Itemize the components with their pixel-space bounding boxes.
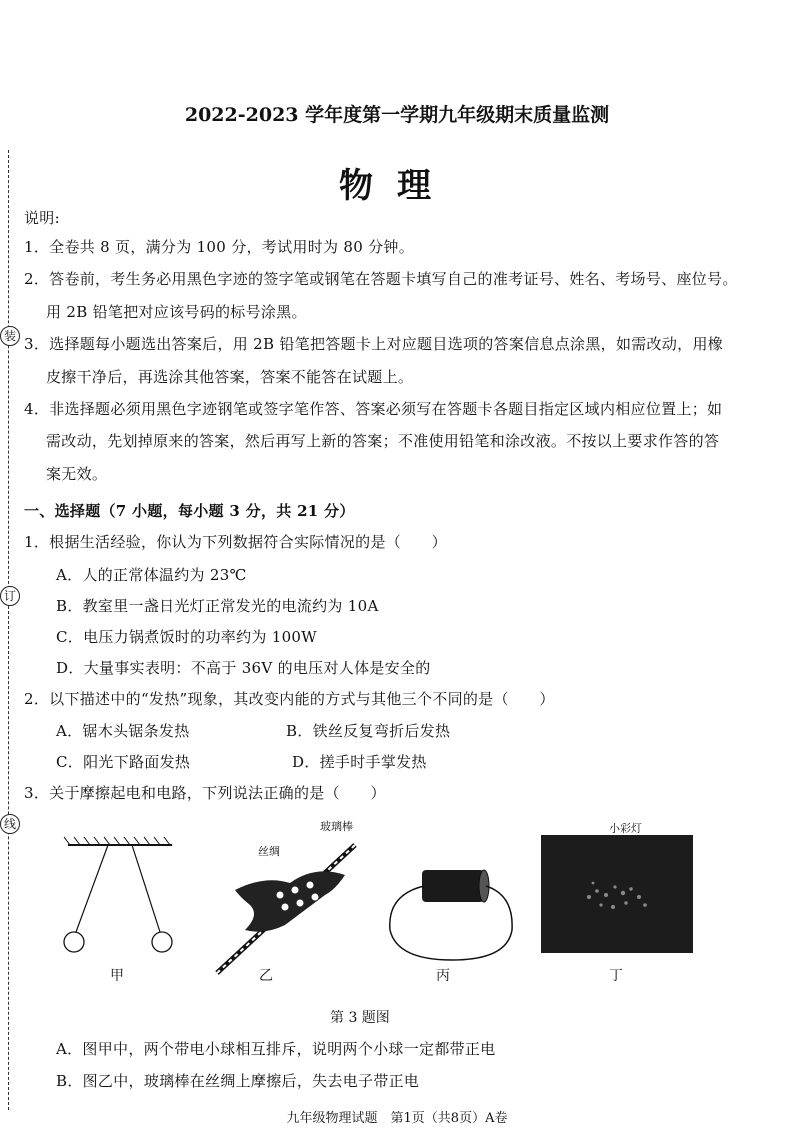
note-line-4-cont: 需改动，先划掉原来的答案，然后再写上新的答案；不准使用铅笔和涂改液。不按以上要求作答的答 bbox=[46, 432, 720, 450]
note-line-3: 3．选择题每小题选出答案后，用 2B 铅笔把答题卡上对应题目选项的答案信息点涂黑，如需改动，用橡 bbox=[24, 335, 724, 353]
page-footer: 九年级物理试题 第1页（共8页）A卷 bbox=[286, 1111, 508, 1126]
note-line-4: 4．非选择题必须用黑色字迹钢笔或签字笔作答、答案必须写在答题卡各题目指定区域内相应位置上；如 bbox=[24, 400, 723, 418]
binding-mark-zhuang: 装 bbox=[0, 326, 20, 346]
binding-dashed-line bbox=[8, 150, 9, 1110]
q3-stem: 3．关于摩擦起电和电路，下列说法正确的是（ ） bbox=[24, 784, 386, 802]
figure-label-bing: 丙 bbox=[436, 968, 450, 984]
q2-stem: 2．以下描述中的“发热”现象，其改变内能的方式与其他三个不同的是（ ） bbox=[24, 690, 555, 708]
exam-title: 2022-2023 学年度第一学期九年级期末质量监测 bbox=[184, 104, 610, 126]
binding-mark-ding: 订 bbox=[0, 586, 20, 606]
q2-option-a: A．锯木头锯条发热 bbox=[56, 722, 190, 740]
note-line-1: 1．全卷共 8 页，满分为 100 分，考试用时为 80 分钟。 bbox=[24, 238, 415, 256]
q1-stem: 1．根据生活经验，你认为下列数据符合实际情况的是（ ） bbox=[24, 533, 447, 551]
figure-annotation-glass-rod: 玻璃棒 bbox=[320, 820, 353, 833]
figure-annotation-silk: 丝绸 bbox=[258, 845, 280, 858]
figure-bing-battery-circuit bbox=[382, 855, 522, 965]
note-line-2-cont: 用 2B 铅笔把对应该号码的标号涂黑。 bbox=[46, 303, 307, 321]
binding-mark-xian: 线 bbox=[0, 814, 20, 834]
note-line-3-cont: 皮擦干净后，再选涂其他答案，答案不能答在试题上。 bbox=[46, 368, 414, 386]
figure-annotation-small-lamp: 小彩灯 bbox=[609, 822, 642, 835]
q2-option-d: D．搓手时手掌发热 bbox=[292, 753, 427, 771]
q1-option-b: B．教室里一盏日光灯正常发光的电流约为 10A bbox=[56, 597, 379, 615]
figure-label-jia: 甲 bbox=[110, 968, 124, 984]
figure-label-yi: 乙 bbox=[259, 968, 273, 984]
figure-jia-pendulums bbox=[60, 835, 180, 960]
q3-option-b: B．图乙中，玻璃棒在丝绸上摩擦后，失去电子带正电 bbox=[56, 1072, 420, 1090]
subject-title: 物理 bbox=[339, 166, 455, 206]
note-line-4-cont2: 案无效。 bbox=[46, 465, 108, 483]
figure-caption: 第 3 题图 bbox=[330, 1010, 390, 1026]
q1-option-a: A．人的正常体温约为 23℃ bbox=[56, 566, 247, 584]
notes-heading: 说明: bbox=[24, 209, 60, 227]
q3-option-a: A．图甲中，两个带电小球相互排斥，说明两个小球一定都带正电 bbox=[56, 1040, 496, 1058]
q2-option-b: B．铁丝反复弯折后发热 bbox=[286, 722, 451, 740]
figure-yi-glass-rod-silk bbox=[205, 835, 380, 980]
q1-option-c: C．电压力锅煮饭时的功率约为 100W bbox=[56, 628, 317, 646]
figure-ding-lamp-photo bbox=[541, 835, 693, 953]
note-line-2: 2．答卷前，考生务必用黑色字迹的签字笔或钢笔在答题卡填写自己的准考证号、姓名、考场号、座位号。 bbox=[24, 270, 738, 288]
figure-label-ding: 丁 bbox=[609, 968, 623, 984]
section-title: 一、选择题（7 小题，每小题 3 分，共 21 分） bbox=[24, 502, 355, 520]
q1-option-d: D．大量事实表明：不高于 36V 的电压对人体是安全的 bbox=[56, 659, 431, 677]
q2-option-c: C．阳光下路面发热 bbox=[56, 753, 191, 771]
